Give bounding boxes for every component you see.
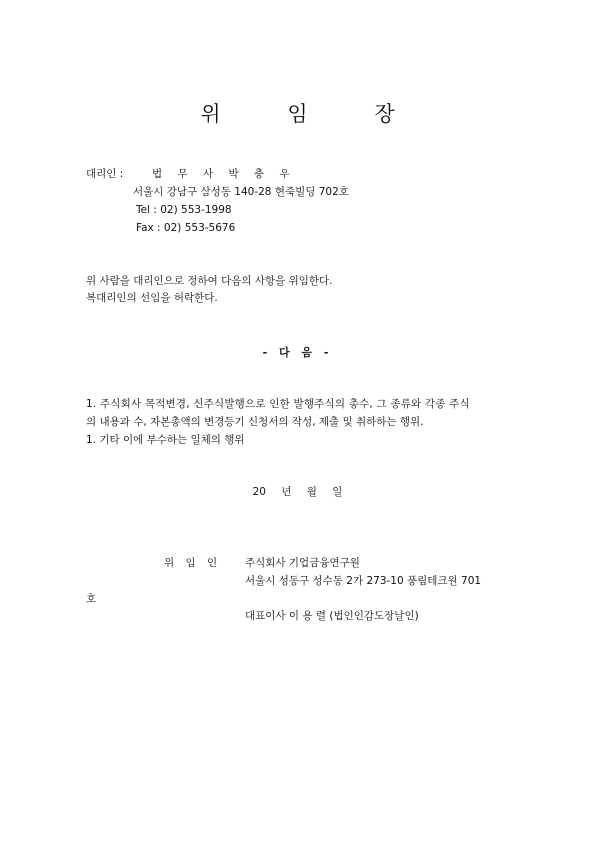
principal-company: 주식회사 기업금융연구원 [245,557,360,569]
section-heading: - 다 음 - [262,346,333,359]
delegated-item-1-line-2: 의 내용과 수, 자본총액의 변경등기 신청서의 작성, 제출 및 취하하는 행위. [86,416,424,428]
principal-address-continued: 호 [86,593,97,605]
principal-address: 서울시 성동구 성수동 2가 273-10 풍림테크원 701 [245,575,482,587]
document-date: 20 년 월 일 [252,486,343,498]
sub-agent-statement: 복대리인의 선임을 허락한다. [86,292,218,304]
delegation-statement: 위 사람을 대리인으로 정하여 다음의 사항을 위임한다. [86,275,333,287]
document-title: 위 임 장 [200,102,425,126]
agent-telephone: Tel : 02) 553-1998 [136,204,232,216]
delegated-item-1-line-1: 1. 주식회사 목적변경, 신주식발행으로 인한 발행주식의 총수, 그 종류와 각종 주식 [86,398,470,410]
principal-representative: 대표이사 이 용 렬 (법인인감도장날인) [245,610,419,622]
delegated-item-2: 1. 기타 이에 부수하는 일체의 행위 [86,434,245,446]
agent-address: 서울시 강남구 삼성동 140-28 현죽빌딩 702호 [133,186,349,198]
agent-fax: Fax : 02) 553-5676 [136,222,236,234]
principal-label: 위 임 인 [164,557,222,569]
agent-label: 대리인 : [86,168,124,180]
agent-name: 법 무 사 박 충 우 [152,168,296,180]
